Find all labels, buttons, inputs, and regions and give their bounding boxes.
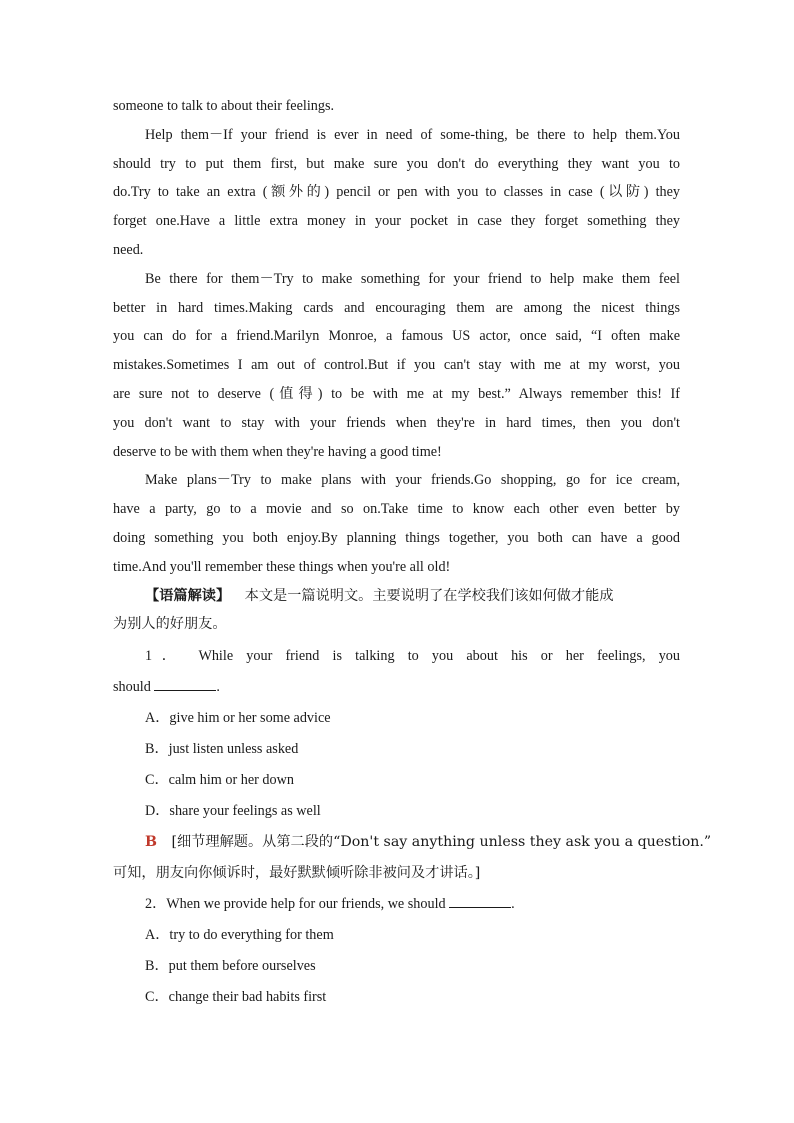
option-b: B．put them before ourselves [145, 958, 316, 975]
analysis-line-1 [113, 582, 680, 611]
question-stem-end: . [216, 679, 220, 696]
text-line: Be there for them－Try to make something for your friend to help make them feel [145, 270, 680, 287]
answer-letter: B [145, 834, 157, 851]
option-d: D．share your feelings as well [145, 803, 321, 820]
paragraph-help-them [113, 121, 680, 265]
question-stem-end: . [511, 896, 515, 913]
text-line: better in hard times.Making cards and encouraging them are among the nicest things [113, 299, 680, 316]
question-stem [113, 889, 680, 920]
text-line: Help them－If your friend is ever in need of some-thing, be there to help them.You [145, 126, 680, 143]
text-line: need. [113, 241, 144, 258]
text-line: Make plans－Try to make plans with your friends.Go shopping, go for ice cream, [145, 472, 680, 489]
text-line: doing something you both enjoy.By planning things together, you both can have a good [113, 529, 680, 546]
question-stem-text: 2．When we provide help for our friends, we should [145, 896, 446, 913]
question-stem-line-2 [113, 672, 680, 703]
text-line: are sure not to deserve (值得) to be with me at my best.” Always remember this! If [113, 385, 680, 402]
option-a: A．give him or her some advice [145, 710, 331, 727]
text-line: you don't want to stay with your friends when they're in hard times, then you don't [113, 414, 680, 431]
answer-explanation-line-2: 可知，朋友向你倾诉时，最好默默倾听除非被问及才讲话。] [113, 865, 481, 882]
text-line: mistakes.Sometimes I am out of control.But if you can't stay with me at my worst, you [113, 357, 680, 374]
question-stem-text: should [113, 679, 151, 696]
analysis-line-2: 为别人的好朋友。 [113, 616, 227, 633]
option-b: B．just listen unless asked [145, 741, 299, 758]
passage-analysis [113, 582, 680, 640]
paragraph-be-there [113, 265, 680, 467]
paragraph-make-plans [113, 466, 680, 581]
text-line: deserve to be with them when they're having a good time! [113, 443, 442, 460]
question-2 [113, 889, 680, 1013]
paragraph-1-tail: someone to talk to about their feelings. [113, 98, 335, 114]
document-content [113, 92, 712, 1013]
answer-explanation-line-1 [113, 827, 712, 858]
analysis-text: 本文是一篇说明文。主要说明了在学校我们该如何做才能成 [244, 587, 614, 604]
text-line: you can do for a friend.Marilyn Monroe, a famous US actor, once said, “I often make [113, 328, 680, 345]
question-1 [113, 641, 712, 889]
option-c: C．calm him or her down [145, 772, 294, 789]
explanation-text: [细节理解题。从第二段的“Don't say anything unless they ask you a question.” [171, 834, 712, 851]
text-line: forget one.Have a little extra money in your pocket in case they forget something they [113, 213, 680, 230]
option-a: A．try to do everything for them [145, 927, 334, 944]
option-c: C．change their bad habits first [145, 989, 327, 1006]
answer-blank [154, 677, 216, 691]
text-line: should try to put them first, but make sure you don't do everything they want you to [113, 155, 680, 172]
question-stem: 1． While your friend is talking to you about his or her feelings, you [145, 648, 680, 665]
text-line: have a party, go to a movie and so on.Take time to know each other even better by [113, 501, 680, 518]
text-line: do.Try to take an extra (额外的) pencil or pen with you to classes in case (以防) they [113, 184, 680, 201]
answer-blank [449, 894, 511, 908]
text-line: time.And you'll remember these things when you're all old! [113, 558, 451, 575]
analysis-label: 【语篇解读】 [145, 587, 231, 604]
